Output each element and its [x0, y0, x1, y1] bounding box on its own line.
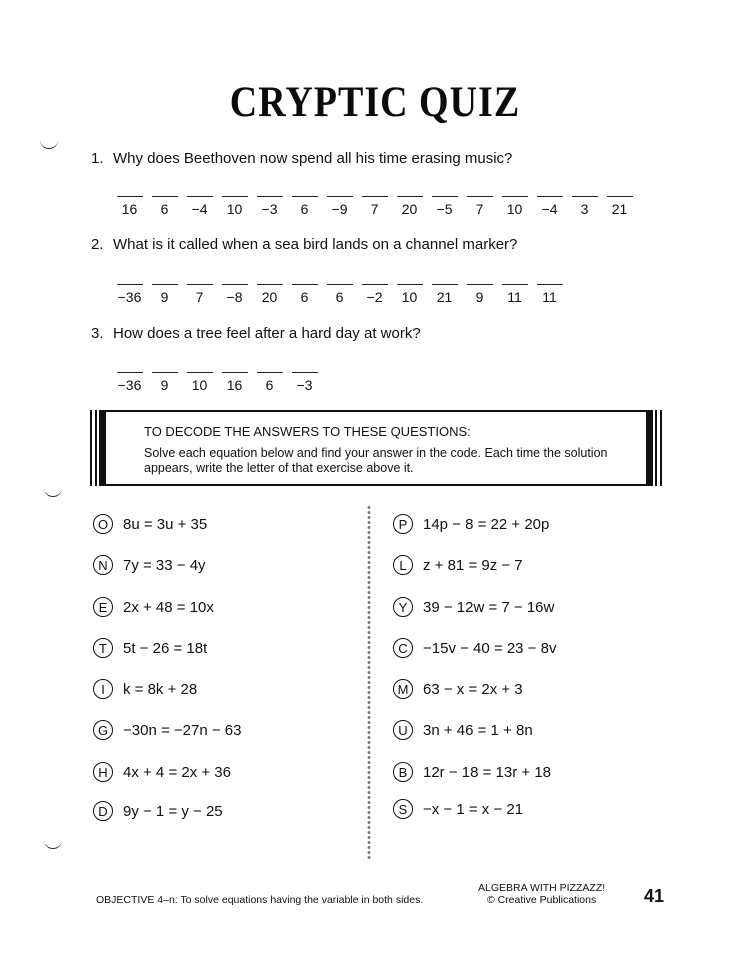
answer-blank[interactable]: −2	[357, 284, 392, 305]
answer-blank[interactable]: 16	[112, 196, 147, 217]
letter-circle: B	[393, 762, 413, 782]
page-number: 41	[644, 886, 665, 906]
margin-mark	[44, 488, 62, 497]
equation: 14p − 8 = 22 + 20p	[423, 515, 550, 533]
answer-blank[interactable]: 21	[602, 196, 637, 217]
letter-circle: T	[93, 638, 113, 658]
box-border-decoration	[90, 410, 106, 486]
answer-blank[interactable]: −4	[182, 196, 217, 217]
instructions-heading: TO DECODE THE ANSWERS TO THESE QUESTIONS:	[144, 424, 471, 439]
question-3: 3. How does a tree feel after a hard day at work?	[91, 325, 421, 342]
question-1: 1. Why does Beethoven now spend all his time erasing music?	[91, 150, 513, 167]
answer-blank[interactable]: 10	[217, 196, 252, 217]
copyright: © Creative Publications	[486, 894, 597, 906]
letter-circle: L	[393, 555, 413, 575]
letter-circle: N	[93, 555, 113, 575]
answer-blank[interactable]: 9	[147, 372, 182, 393]
answer-blank[interactable]: 11	[532, 284, 567, 305]
exercise-G	[93, 720, 241, 740]
answer-blank[interactable]: −5	[427, 196, 462, 217]
letter-circle: D	[93, 801, 113, 821]
exercise-H	[93, 762, 231, 782]
exercise-S	[393, 799, 523, 819]
answer-blank[interactable]: 7	[462, 196, 497, 217]
equation: 63 − x = 2x + 3	[423, 680, 523, 698]
exercise-Y	[393, 597, 554, 617]
equation: 9y − 1 = y − 25	[123, 802, 223, 820]
letter-circle: E	[93, 597, 113, 617]
letter-circle: I	[93, 679, 113, 699]
equation: 2x + 48 = 10x	[123, 598, 214, 616]
exercise-N	[93, 555, 206, 575]
answer-blank[interactable]: 7	[182, 284, 217, 305]
equation: −15v − 40 = 23 − 8v	[423, 639, 557, 657]
objective-text: OBJECTIVE 4–n: To solve equations having the variable in both sides.	[96, 894, 424, 906]
exercise-O	[93, 514, 207, 534]
exercise-T	[93, 638, 207, 658]
answer-blank[interactable]: 3	[567, 196, 602, 217]
answer-blank[interactable]: 10	[182, 372, 217, 393]
answer-blank[interactable]: 6	[147, 196, 182, 217]
answer-blank[interactable]: 9	[147, 284, 182, 305]
equation: z + 81 = 9z − 7	[423, 556, 523, 574]
answer-blank[interactable]: 7	[357, 196, 392, 217]
answer-blank[interactable]: 6	[287, 284, 322, 305]
answer-blank[interactable]: 20	[392, 196, 427, 217]
instructions-body: Solve each equation below and find your answer in the code. Each time the solution appears, write the letter of that exercise above it.	[144, 446, 608, 475]
dotted-column-divider	[366, 505, 372, 860]
equation: 7y = 33 − 4y	[123, 556, 206, 574]
book-title: ALGEBRA WITH PIZZAZZ!	[478, 882, 606, 894]
answer-blank[interactable]: 21	[427, 284, 462, 305]
exercise-L	[393, 555, 523, 575]
answer-blanks-2	[112, 284, 567, 305]
equation: −30n = −27n − 63	[123, 721, 242, 739]
exercise-E	[93, 597, 214, 617]
answer-blank[interactable]: 20	[252, 284, 287, 305]
exercise-P	[393, 514, 549, 534]
margin-mark	[44, 840, 62, 849]
publisher-credit	[478, 882, 605, 906]
answer-blank[interactable]: −3	[252, 196, 287, 217]
letter-circle: S	[393, 799, 413, 819]
exercise-D	[93, 801, 223, 821]
answer-blank[interactable]: −8	[217, 284, 252, 305]
equation: −x − 1 = x − 21	[423, 800, 524, 818]
answer-blank[interactable]: 6	[322, 284, 357, 305]
question-text: What is it called when a sea bird lands on a channel marker?	[113, 236, 518, 253]
equation: 12r − 18 = 13r + 18	[423, 763, 552, 781]
answer-blank[interactable]: 10	[392, 284, 427, 305]
answer-blank[interactable]: 9	[462, 284, 497, 305]
letter-circle: G	[93, 720, 113, 740]
letter-circle: P	[393, 514, 413, 534]
answer-blank[interactable]: 6	[287, 196, 322, 217]
answer-blank[interactable]: −4	[532, 196, 567, 217]
answer-blank[interactable]: −36	[112, 284, 147, 305]
question-2: 2. What is it called when a sea bird lands on a channel marker?	[91, 236, 518, 253]
letter-circle: Y	[393, 597, 413, 617]
answer-blank[interactable]: 11	[497, 284, 532, 305]
equation: 8u = 3u + 35	[123, 515, 208, 533]
margin-mark	[40, 140, 58, 149]
question-text: Why does Beethoven now spend all his time erasing music?	[113, 150, 513, 167]
exercise-C	[393, 638, 556, 658]
answer-blanks-1	[112, 196, 637, 217]
answer-blank[interactable]: −3	[287, 372, 322, 393]
answer-blank[interactable]: 16	[217, 372, 252, 393]
letter-circle: H	[93, 762, 113, 782]
equation: 3n + 46 = 1 + 8n	[423, 721, 533, 739]
exercise-I	[93, 679, 197, 699]
letter-circle: M	[393, 679, 413, 699]
page-title: CRYPTIC QUIZ	[229, 77, 521, 127]
equation: 4x + 4 = 2x + 36	[123, 763, 231, 781]
equation: k = 8k + 28	[123, 680, 198, 698]
question-text: How does a tree feel after a hard day at work?	[113, 325, 421, 342]
answer-blank[interactable]: 6	[252, 372, 287, 393]
letter-circle: U	[393, 720, 413, 740]
letter-circle: O	[93, 514, 113, 534]
exercise-M	[393, 679, 523, 699]
answer-blanks-3	[112, 372, 322, 393]
box-border-decoration	[646, 410, 662, 486]
answer-blank[interactable]: 10	[497, 196, 532, 217]
answer-blank[interactable]: −9	[322, 196, 357, 217]
answer-blank[interactable]: −36	[112, 372, 147, 393]
equation: 5t − 26 = 18t	[123, 639, 208, 657]
letter-circle: C	[393, 638, 413, 658]
equation: 39 − 12w = 7 − 16w	[423, 598, 555, 616]
instructions-box	[90, 410, 662, 486]
exercise-B	[393, 762, 551, 782]
exercise-U	[393, 720, 533, 740]
